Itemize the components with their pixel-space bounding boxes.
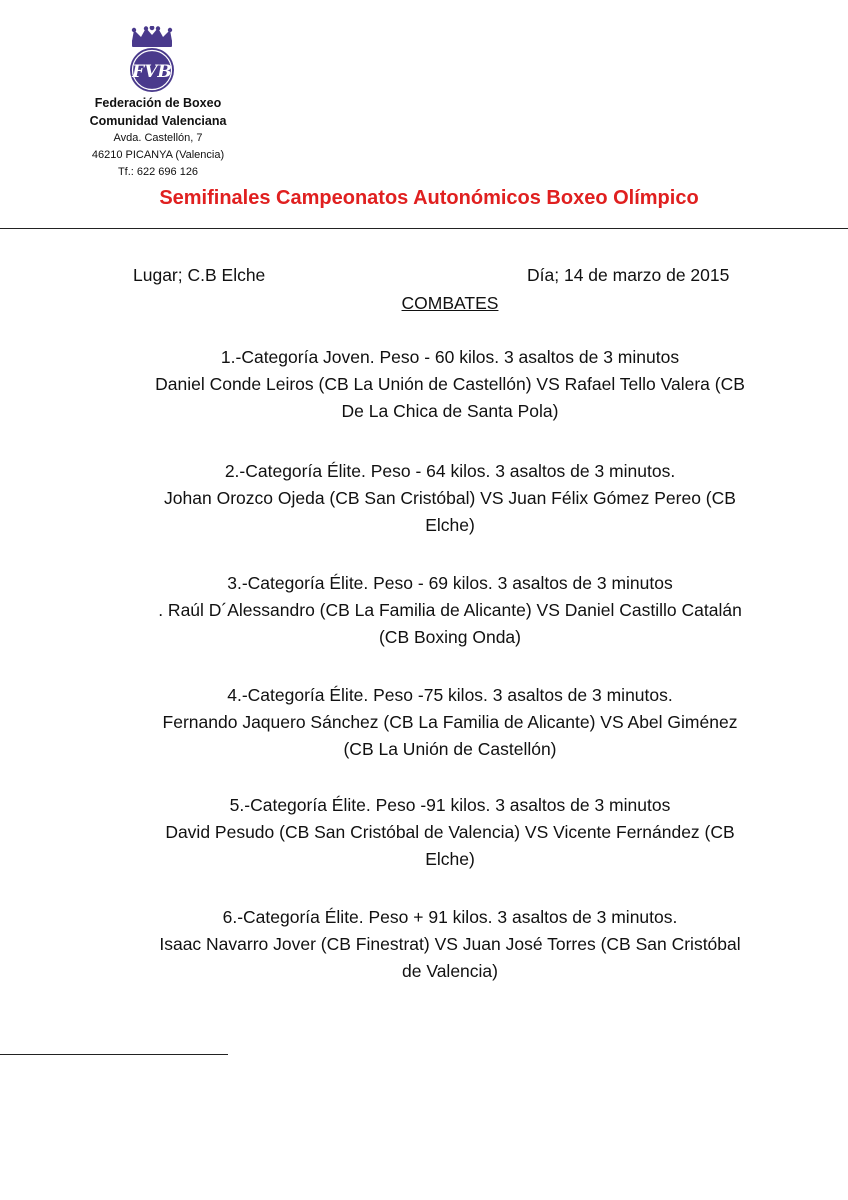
- federation-logo: [124, 26, 180, 96]
- bout-3: [100, 570, 800, 651]
- bout-fighters-cont: De La Chica de Santa Pola): [341, 401, 559, 421]
- org-name-line1: Federación de Boxeo: [94, 96, 222, 110]
- bout-fighters: Daniel Conde Leiros (CB La Unión de Castellón) VS Rafael Tello Valera (CB: [155, 374, 745, 394]
- top-divider: [0, 228, 848, 229]
- bout-5: [100, 792, 800, 873]
- bout-category: 3.-Categoría Élite. Peso - 69 kilos. 3 asaltos de 3 minutos: [227, 573, 673, 593]
- venue: Lugar; C.B Elche: [133, 265, 266, 285]
- svg-text:FVB: FVB: [132, 62, 172, 82]
- bout-fighters-cont: Elche): [425, 515, 475, 535]
- bout-category: 6.-Categoría Élite. Peso + 91 kilos. 3 asaltos de 3 minutos.: [222, 907, 678, 927]
- bout-fighters: Fernando Jaquero Sánchez (CB La Familia de Alicante) VS Abel Giménez: [162, 712, 738, 732]
- bout-1: [100, 344, 800, 425]
- bout-category: 4.-Categoría Élite. Peso -75 kilos. 3 asaltos de 3 minutos.: [227, 685, 673, 705]
- federation-info: [60, 94, 256, 181]
- bout-fighters-cont: (CB La Unión de Castellón): [343, 739, 557, 759]
- org-name-line2: Comunidad Valenciana: [89, 114, 227, 128]
- bout-2: [100, 458, 800, 539]
- bout-fighters-cont: de Valencia): [402, 961, 498, 981]
- bout-category: 1.-Categoría Joven. Peso - 60 kilos. 3 asaltos de 3 minutos: [220, 347, 680, 367]
- org-address: Avda. Castellón, 7: [113, 132, 203, 144]
- crown-icon: [132, 26, 172, 47]
- bout-fighters-cont: (CB Boxing Onda): [378, 627, 521, 647]
- document-title: Semifinales Campeonatos Autonómicos Boxeo Olímpico: [159, 187, 699, 209]
- bout-4: [100, 682, 800, 763]
- org-phone: Tf.: 622 696 126: [117, 166, 199, 178]
- bout-fighters: Isaac Navarro Jover (CB Finestrat) VS Juan José Torres (CB San Cristóbal: [159, 934, 741, 954]
- bottom-divider: [0, 1054, 228, 1055]
- bout-fighters-cont: Elche): [425, 849, 475, 869]
- bout-fighters: . Raúl D´Alessandro (CB La Familia de Alicante) VS Daniel Castillo Catalán: [158, 600, 742, 620]
- bout-category: 2.-Categoría Élite. Peso - 64 kilos. 3 asaltos de 3 minutos.: [224, 461, 676, 481]
- event-date: Día; 14 de marzo de 2015: [527, 265, 730, 285]
- combates-heading: COMBATES: [401, 293, 499, 313]
- org-city: 46210 PICANYA (Valencia): [91, 149, 225, 161]
- bout-fighters: Johan Orozco Ojeda (CB San Cristóbal) VS Juan Félix Gómez Pereo (CB: [164, 488, 736, 508]
- bout-6: [100, 904, 800, 985]
- bout-fighters: David Pesudo (CB San Cristóbal de Valencia) VS Vicente Fernández (CB: [165, 822, 735, 842]
- bout-category: 5.-Categoría Élite. Peso -91 kilos. 3 asaltos de 3 minutos: [229, 795, 671, 815]
